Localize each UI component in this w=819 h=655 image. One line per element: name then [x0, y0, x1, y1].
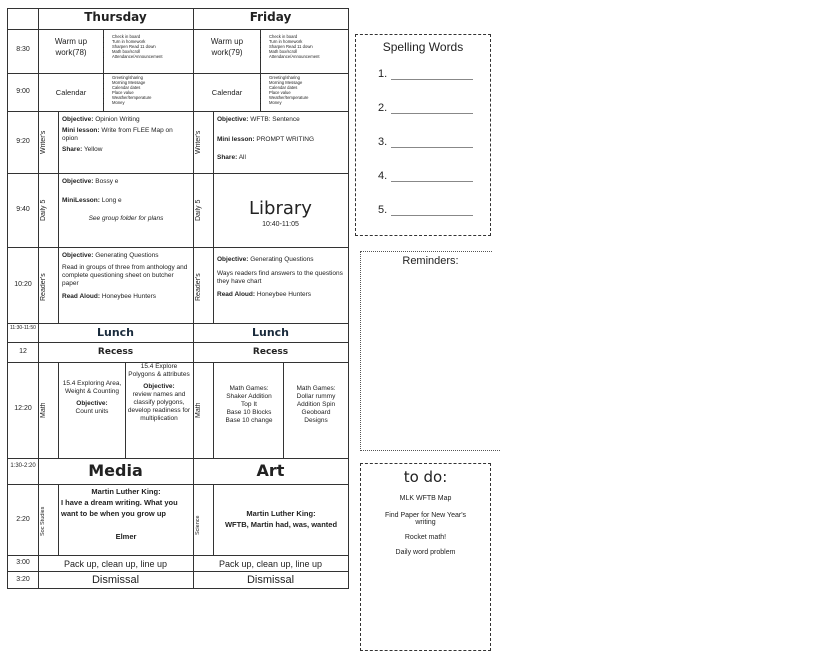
- spelling-number: 4.: [378, 170, 388, 182]
- math-thu-a: [62, 380, 122, 416]
- spelling-line: [378, 170, 490, 182]
- readers-label-fri: Reader's: [195, 273, 202, 301]
- objective-text: Generating Questions: [250, 256, 314, 263]
- objective-label: Objective:: [62, 178, 94, 185]
- time-label: 3:20: [16, 576, 30, 583]
- spelling-number: 2.: [378, 102, 388, 114]
- todo-box: [360, 463, 491, 651]
- calendar-list-thu: [104, 75, 192, 105]
- todo-item: MLK WFTB Map: [399, 495, 452, 502]
- bullet-item: • Morning Message: [269, 80, 347, 85]
- dismissal-thu: Dismissal: [91, 574, 140, 586]
- game-item: Base 10 change: [225, 417, 273, 424]
- mlk-foot: Elmer: [115, 532, 137, 541]
- objective-label: Objective:: [62, 116, 94, 123]
- mlk-title: Martin Luther King:: [91, 487, 161, 496]
- game-item: Addition Spin: [296, 401, 336, 408]
- bullet-item: • Calendar dates: [112, 85, 192, 90]
- objective-label: Objective:: [143, 383, 175, 390]
- warmup-list-fri: [261, 34, 347, 59]
- objective-text: WFTB: Sentence: [250, 116, 300, 123]
- time-label: 1:30-2:20: [10, 463, 36, 469]
- header-friday: Friday: [249, 10, 292, 24]
- math-lesson-title: 15.4 Explore Polygons & attributes: [128, 363, 190, 378]
- read-aloud-label: Read Aloud:: [217, 291, 256, 298]
- mini-lesson-label: MiniLesson:: [62, 197, 100, 204]
- bullet-item: • Check in board: [269, 34, 347, 39]
- read-aloud-text: Honeybee Hunters: [101, 293, 157, 300]
- objective-text: Bossy e: [95, 178, 119, 185]
- warmup-list-thu: [104, 34, 192, 59]
- spelling-number: 5.: [378, 204, 388, 216]
- daily5-label-thu: Daily 5: [40, 199, 47, 221]
- objective-text: review names and classify polygons, develop readiness for multiplication: [127, 391, 191, 422]
- spelling-box: [355, 34, 491, 236]
- science-label: Science: [195, 515, 201, 535]
- todo-title: to do:: [403, 468, 448, 486]
- pack-up-thu: Pack up, clean up, line up: [63, 559, 168, 569]
- reminders-top-border: [360, 251, 492, 252]
- math-lesson-title: 15.4 Exploring Area, Weight & Counting: [62, 380, 122, 395]
- time-label: 2:20: [16, 516, 30, 523]
- warmup-fri: Warm up work(79): [210, 37, 244, 57]
- mlk-activity: I have a dream writing. What you want to be when you grow up: [61, 498, 178, 518]
- soc-studies-label: Soc Studies: [40, 506, 46, 536]
- game-item: Base 10 Blocks: [226, 409, 272, 416]
- time-label: 11:30-11:50: [10, 325, 36, 331]
- bullet-item: • Attendance/Announcement: [269, 54, 347, 59]
- calendar-label-fri: Calendar: [211, 88, 243, 97]
- library-time: 10:40-11:05: [262, 221, 299, 228]
- bullet-item: • Check in board: [112, 34, 192, 39]
- mlk-title: Martin Luther King:: [246, 509, 316, 518]
- share-label: Share:: [217, 154, 238, 161]
- media-title: Media: [88, 461, 143, 480]
- daily5-thu: [62, 178, 190, 223]
- time-label: 9:20: [16, 138, 30, 145]
- writers-label-fri: Writer's: [195, 130, 202, 154]
- reminders-title: Reminders:: [402, 255, 459, 267]
- dismissal-fri: Dismissal: [246, 574, 295, 586]
- spelling-number: 3.: [378, 136, 388, 148]
- bullet-item: • Weather/temperature: [112, 95, 192, 100]
- readers-thu: [62, 252, 190, 301]
- lunch-fri: Lunch: [251, 326, 290, 339]
- time-label: 10:20: [14, 281, 32, 288]
- game-item: Designs: [304, 417, 328, 424]
- bullet-item: • Sharpen Read 11 down: [269, 44, 347, 49]
- time-label: 12:20: [14, 405, 32, 412]
- objective-label: Objective:: [217, 256, 249, 263]
- spelling-line: [378, 136, 490, 148]
- math-thu-b: [127, 363, 191, 423]
- spelling-title: Spelling Words: [382, 40, 464, 54]
- art-title: Art: [256, 461, 285, 480]
- bullet-item: • Money: [269, 100, 347, 105]
- share-label: Share:: [62, 146, 83, 153]
- game-item: Top It: [241, 401, 257, 408]
- afternoon-thu: [61, 486, 191, 542]
- bullet-item: • Sharpen Read 11 down: [112, 44, 192, 49]
- readers-activity: Read in groups of three from anthology and complete questioning sheet on butcher paper: [62, 264, 188, 287]
- read-aloud-label: Read Aloud:: [62, 293, 101, 300]
- objective-label: Objective:: [217, 116, 249, 123]
- mlk-activity: WFTB, Martin had, was, wanted: [224, 520, 338, 529]
- reminders-box: [360, 251, 500, 451]
- mini-lesson-label: Mini lesson:: [62, 127, 100, 134]
- spelling-line: [378, 204, 490, 216]
- recess-fri: Recess: [252, 347, 289, 357]
- math-label-fri: Math: [195, 402, 202, 418]
- writers-thu: [62, 116, 190, 154]
- objective-text: Count units: [75, 408, 109, 415]
- readers-fri: [217, 256, 345, 299]
- math-fri-b: [285, 385, 347, 425]
- calendar-list-fri: [261, 75, 347, 105]
- bullet-item: • Turn in homework: [112, 39, 192, 44]
- objective-label: Objective:: [76, 400, 108, 407]
- time-label: 8:30: [16, 46, 30, 53]
- math-games-title: Math Games:: [296, 385, 336, 392]
- objective-text: Generating Questions: [95, 252, 159, 259]
- bullet-item: • Greeting/sharing: [112, 75, 192, 80]
- math-fri-a: [217, 385, 281, 425]
- lunch-thu: Lunch: [96, 326, 135, 339]
- todo-item: Rocket math!: [404, 534, 447, 541]
- time-label: 12: [19, 348, 27, 355]
- mini-lesson-text: Write from FLEE Map on opion: [62, 127, 173, 142]
- bullet-item: • Greeting/sharing: [269, 75, 347, 80]
- spelling-number: 1.: [378, 68, 388, 80]
- mini-lesson-text: Long e: [101, 197, 122, 204]
- game-item: Geoboard: [301, 409, 331, 416]
- recess-thu: Recess: [97, 347, 134, 357]
- bullet-item: • Turn in homework: [269, 39, 347, 44]
- bullet-item: • Math box/scroll: [112, 49, 192, 54]
- bullet-item: • Morning Message: [112, 80, 192, 85]
- bullet-item: • Attendance/Announcement: [112, 54, 192, 59]
- header-thursday: Thursday: [84, 10, 147, 24]
- objective-text: Opinion Writing: [95, 116, 140, 123]
- readers-label-thu: Reader's: [40, 273, 47, 301]
- share-text: All: [238, 154, 246, 161]
- calendar-label-thu: Calendar: [55, 88, 87, 97]
- bullet-item: • Money: [112, 100, 192, 105]
- pack-up-fri: Pack up, clean up, line up: [218, 559, 323, 569]
- spelling-line: [378, 102, 490, 114]
- daily5-label-fri: Daily 5: [195, 199, 202, 221]
- bullet-item: • Weather/temperature: [269, 95, 347, 100]
- todo-item: Daily word problem: [395, 549, 456, 556]
- afternoon-fri: [216, 508, 346, 530]
- time-label: 9:00: [16, 88, 30, 95]
- writers-fri: [217, 116, 345, 162]
- read-aloud-text: Honeybee Hunters: [256, 291, 312, 298]
- spelling-line: [378, 68, 490, 80]
- library-title: Library: [249, 198, 312, 219]
- share-text: Yellow: [83, 146, 103, 153]
- warmup-thu: Warm up work(78): [54, 37, 88, 57]
- writers-label-thu: Writer's: [40, 130, 47, 154]
- objective-label: Objective:: [62, 252, 94, 259]
- bullet-item: • Place value: [112, 90, 192, 95]
- math-label-thu: Math: [40, 402, 47, 418]
- bullet-item: • Math box/scroll: [269, 49, 347, 54]
- math-games-title: Math Games:: [229, 385, 269, 392]
- mini-lesson-label: Mini lesson:: [217, 136, 255, 143]
- mini-lesson-text: PROMPT WRITING: [256, 136, 315, 143]
- bullet-item: • Calendar dates: [269, 85, 347, 90]
- bullet-item: • Place value: [269, 90, 347, 95]
- game-item: Shaker Addition: [226, 393, 272, 400]
- todo-item: Find Paper for New Year's writing: [384, 512, 467, 526]
- group-note: See group folder for plans: [88, 215, 164, 222]
- readers-activity: Ways readers find answers to the questions they have chart: [217, 270, 343, 285]
- time-label: 9:40: [16, 206, 30, 213]
- game-item: Dollar rummy: [296, 393, 336, 400]
- time-label: 3:00: [16, 559, 30, 566]
